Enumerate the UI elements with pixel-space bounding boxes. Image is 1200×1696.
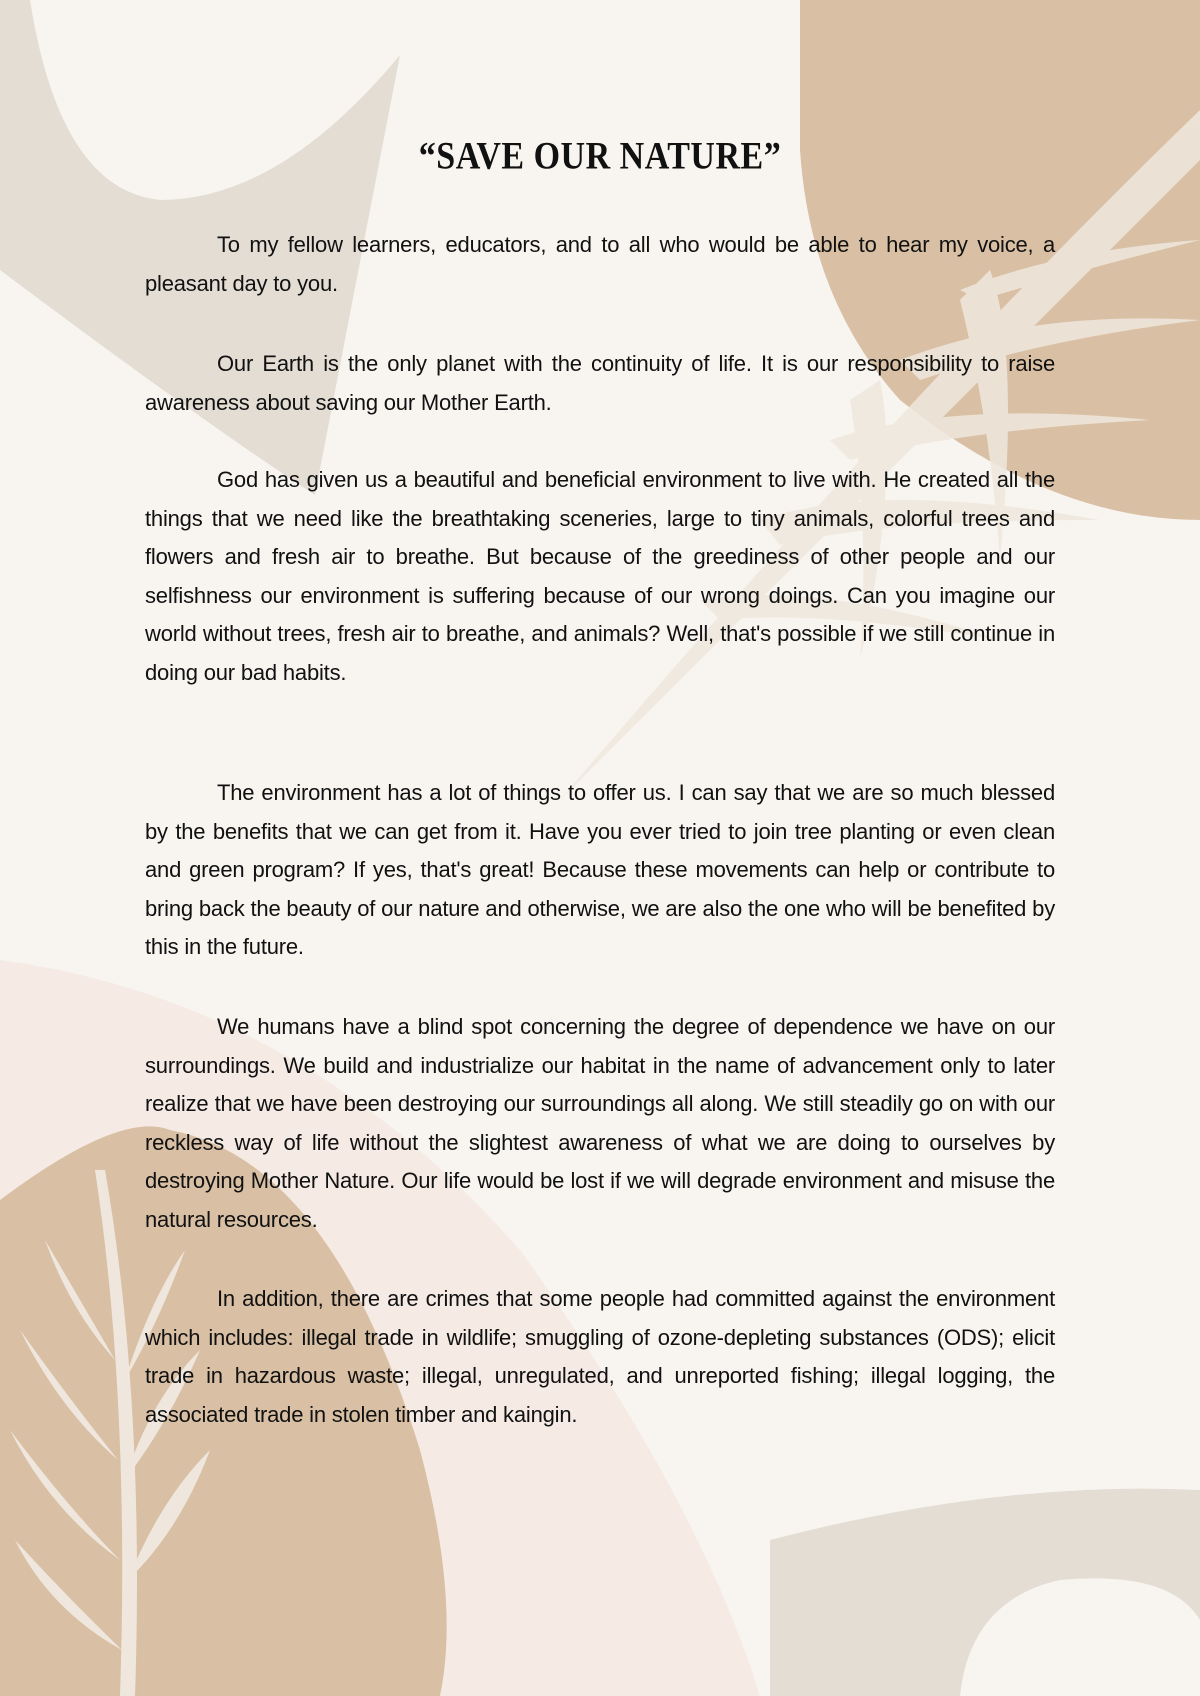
paragraph-offer: The environment has a lot of things to offer us. I can say that we are so much blessed by the benefits that we can get from it. Have you ever tried to join tree planting or even clean and green program? If yes, that's great! Because these movements can help or contribute to bring back the beauty of our nature and otherwise, we are also the one who will be benefited by this in the future. — [145, 780, 1055, 960]
paragraph-greeting: To my fellow learners, educators, and to all who would be able to hear my voice, a pleasant day to you. — [145, 232, 1055, 296]
paragraph-crimes: In addition, there are crimes that some people had committed against the environment which includes: illegal trade in wildlife; smuggling of ozone-depleting substances (ODS); elicit trade in hazardous waste; illegal, unregulated, and unreported fishing; illegal logging, the associated trade in stolen timber and kaingin. — [145, 1286, 1055, 1427]
paragraph-god-given: God has given us a beautiful and beneficial environment to live with. He created all the things that we need like the breathtaking sceneries, large to tiny animals, colorful trees and flowers and fresh air to breathe. But because of the greediness of other people and our selfishness our environment is suffering because of our wrong doings. Can you imagine our world without trees, fresh air to breathe, and animals? Well, that's possible if we still continue in doing our bad habits. — [145, 467, 1055, 685]
document-title: “SAVE OUR NATURE” — [418, 135, 782, 178]
paragraph-blind-spot: We humans have a blind spot concerning the degree of dependence we have on our surroundings. We build and industrialize our habitat in the name of advancement only to later realize that we have been destroying our surroundings all along. We still steadily go on with our reckless way of life without the slightest awareness of what we are doing to ourselves by destroying Mother Nature. Our life would be lost if we will degrade environment and misuse the natural resources. — [145, 1014, 1055, 1232]
paragraph-earth: Our Earth is the only planet with the continuity of life. It is our responsibility to raise awareness about saving our Mother Earth. — [145, 351, 1055, 415]
